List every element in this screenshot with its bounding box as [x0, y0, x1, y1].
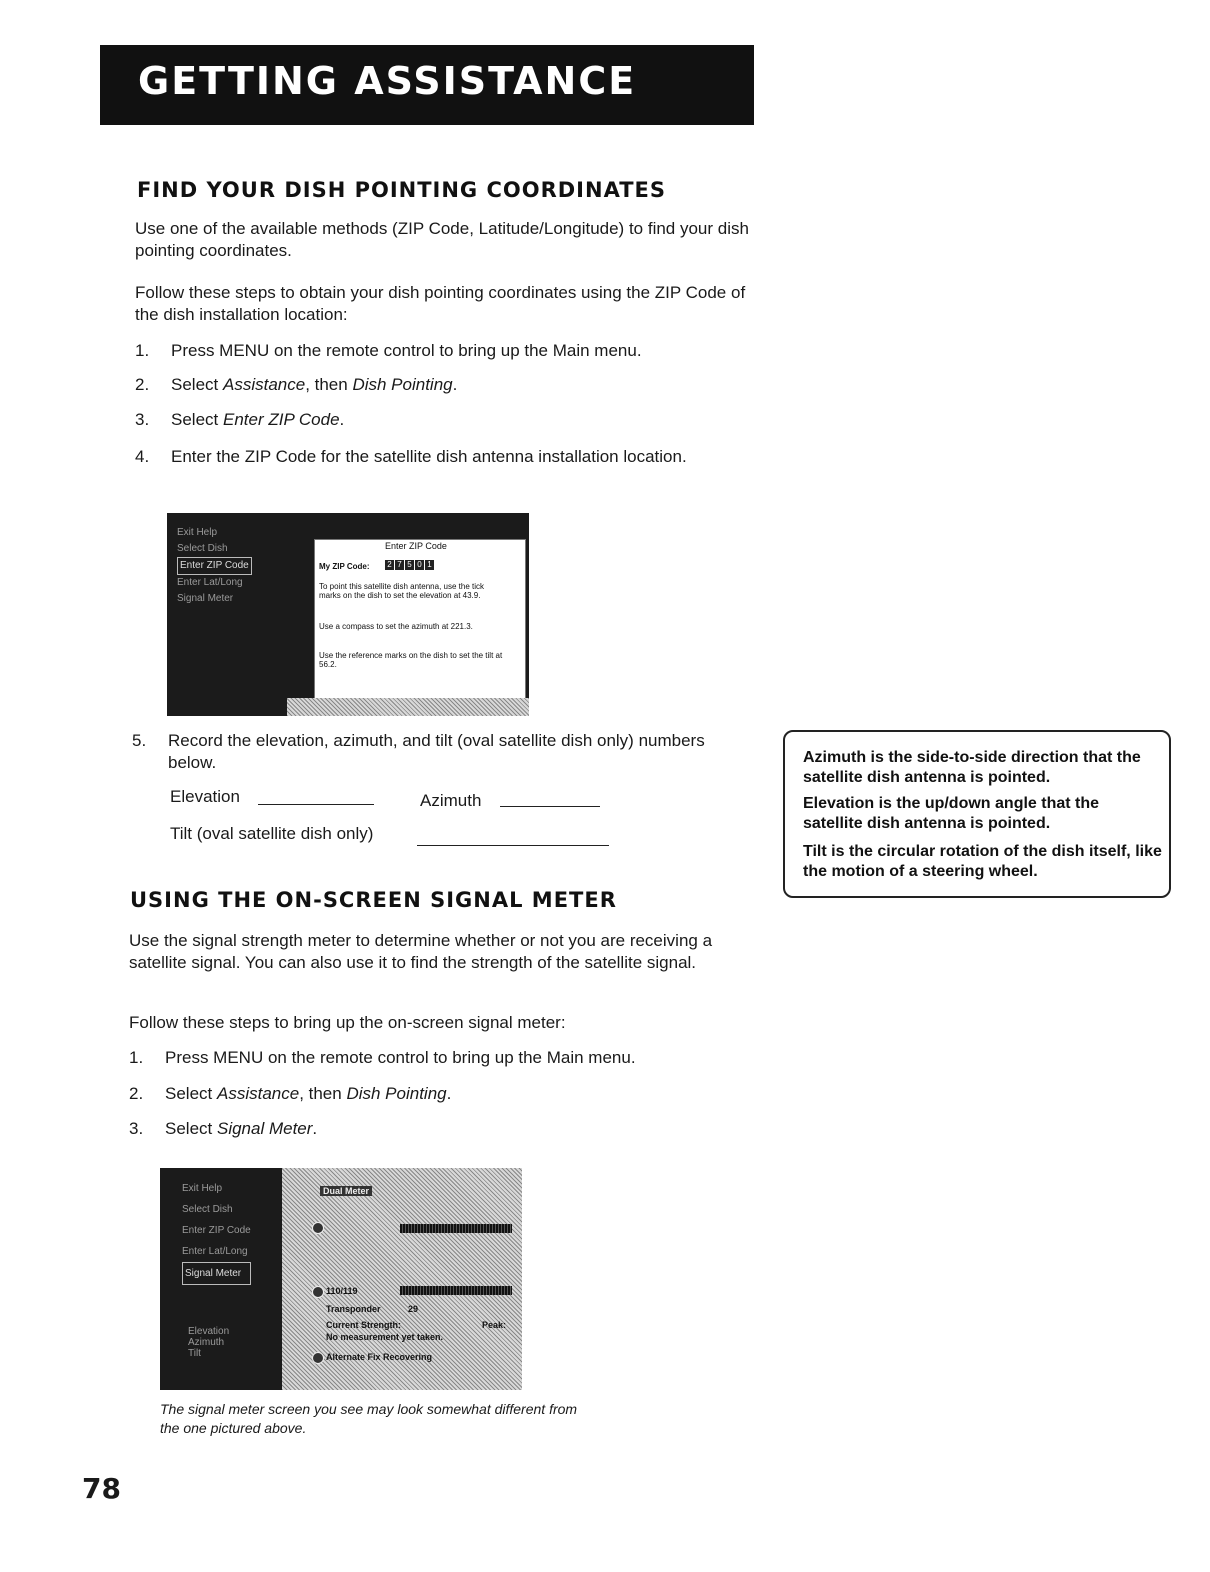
tilt-label: Tilt (oval satellite dish only)	[170, 824, 374, 843]
signal-screen-menu: Exit Help Select Dish Enter ZIP Code Enter Lat/Long Signal Meter	[182, 1178, 251, 1285]
zip-digits: 2 7 5 0 1	[385, 560, 435, 570]
section-heading-dish-coordinates: FIND YOUR DISH POINTING COORDINATES	[137, 178, 666, 202]
section1-intro: Use one of the available methods (ZIP Code, Latitude/Longitude) to find your dish pointing coordinates.	[135, 219, 749, 260]
note-azimuth: Azimuth is the side-to-side direction that the satellite dish antenna is pointed.	[803, 749, 1141, 786]
elevation-blank	[258, 804, 374, 805]
radio-icon	[312, 1286, 324, 1298]
list-item: 4. Enter the ZIP Code for the satellite dish antenna installation location.	[135, 447, 687, 466]
section2-intro: Use the signal strength meter to determine whether or not you are receiving a satellite signal. You can also use it to find the strength of the satellite signal.	[129, 931, 713, 972]
elevation-label: Elevation	[170, 787, 240, 806]
radio-icon	[312, 1352, 324, 1364]
section1-follow: Follow these steps to obtain your dish pointing coordinates using the ZIP Code of the dish installation location:	[135, 283, 746, 324]
chapter-banner	[100, 45, 754, 125]
signal-screen-readouts: Elevation Azimuth Tilt	[188, 1326, 230, 1359]
radio-icon	[312, 1222, 324, 1234]
note-tilt: Tilt is the circular rotation of the dish itself, like the motion of a steering wheel.	[803, 843, 1162, 880]
note-elevation: Elevation is the up/down angle that the satellite dish antenna is pointed.	[803, 795, 1100, 832]
figure-caption: The signal meter screen you see may look somewhat different from the one pictured above.	[160, 1401, 578, 1436]
definitions-note-box	[783, 730, 1171, 898]
list-item: 5. Record the elevation, azimuth, and tilt (oval satellite dish only) numbers below.	[132, 731, 705, 772]
section2-follow: Follow these steps to bring up the on-screen signal meter:	[129, 1013, 566, 1032]
tilt-blank	[417, 845, 609, 846]
chapter-title: GETTING ASSISTANCE	[138, 59, 637, 103]
signal-panel: Dual Meter 110/119 Transponder 29 Current Strength: Peak: No measurement yet taken. Alternate Fix Recovering	[282, 1168, 522, 1390]
signal-meter-screen-image	[160, 1168, 522, 1390]
zip-code-screen-image	[167, 513, 529, 716]
azimuth-blank	[500, 806, 600, 807]
zip-label: My ZIP Code:	[319, 562, 370, 571]
zip-screen-menu: Exit Help Select Dish Enter ZIP Code Enter Lat/Long Signal Meter	[177, 525, 252, 607]
azimuth-label: Azimuth	[420, 791, 482, 810]
page-number: 78	[82, 1472, 121, 1505]
zip-panel: Enter ZIP Code My ZIP Code: 2 7 5 0 1 To point this satellite dish antenna, use the tick marks on the dish to set the elevation at 43.9. Use a compass to set the azimuth at 221.3. Use the reference marks on the dish to set the tilt at 56.2.	[314, 539, 526, 705]
section-heading-signal-meter: USING THE ON-SCREEN SIGNAL METER	[130, 888, 617, 912]
